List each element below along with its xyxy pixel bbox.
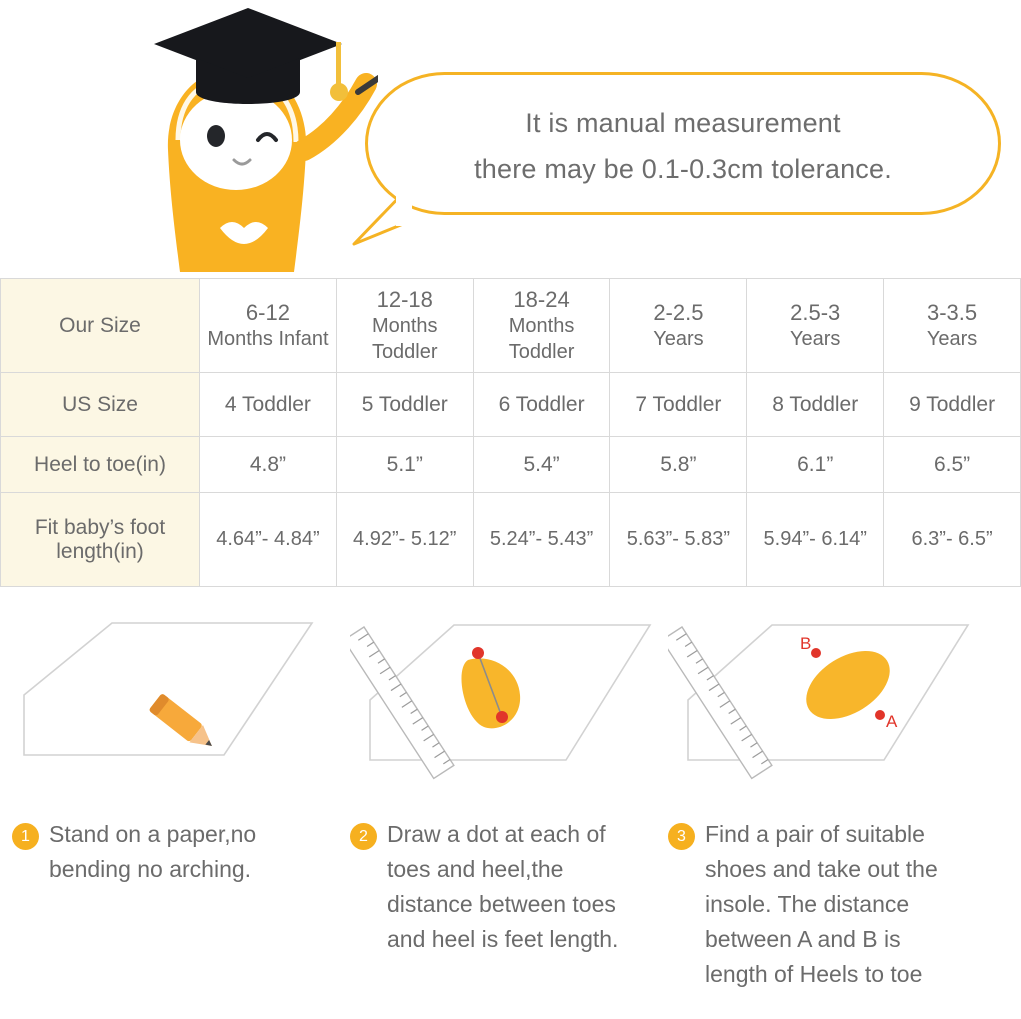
- measurement-notice: [365, 100, 1001, 192]
- size-chart-table: [0, 278, 1021, 587]
- step-1-text: Stand on a paper,no bending no arching.: [49, 821, 257, 882]
- table-cell: 5.4”: [473, 437, 610, 493]
- ruler-foot-dots-illustration-icon: [350, 605, 668, 795]
- speech-bubble-tail-icon: [352, 186, 412, 248]
- table-cell: 6.5”: [884, 437, 1021, 493]
- step-3-caption: [668, 817, 986, 992]
- table-cell: 6.3”- 6.5”: [884, 493, 1021, 587]
- table-row-our-size: [1, 279, 1021, 373]
- cell-age-unit: Years: [653, 327, 704, 350]
- step-3-badge: 3: [668, 823, 695, 850]
- step-3-text: Find a pair of suitable shoes and take out the insole. The distance between A and B is length of Heels to toe: [705, 821, 938, 987]
- row-label-us-size: US Size: [1, 373, 200, 437]
- step-1-caption: [12, 817, 330, 887]
- table-cell: 8 Toddler: [747, 373, 884, 437]
- paper-and-pencil-illustration-icon: [12, 605, 330, 795]
- cell-age-unit: Months Infant: [207, 327, 329, 350]
- table-cell: 5.94”- 6.14”: [747, 493, 884, 587]
- table-cell: [610, 279, 747, 373]
- cell-age-range: 2-2.5: [653, 299, 704, 325]
- table-row-fit-foot-length: [1, 493, 1021, 587]
- cell-age-range: 6-12: [245, 299, 290, 325]
- cell-age-range: 18-24: [513, 286, 570, 312]
- table-cell: 5.8”: [610, 437, 747, 493]
- ruler-insole-ab-illustration-icon: [668, 605, 986, 795]
- table-cell: 7 Toddler: [610, 373, 747, 437]
- cell-age-unit: Years: [926, 327, 978, 350]
- table-cell: 4.8”: [200, 437, 337, 493]
- header-illustration-area: [0, 0, 1021, 278]
- mascot-graduate-icon: [108, 0, 378, 278]
- table-cell: [747, 279, 884, 373]
- step-2-caption: [350, 817, 668, 957]
- notice-line-2: there may be 0.1-0.3cm tolerance.: [474, 154, 892, 184]
- table-cell: 9 Toddler: [884, 373, 1021, 437]
- row-label-our-size: Our Size: [1, 279, 200, 373]
- cell-age-range: 12-18: [376, 286, 433, 312]
- step-2-text: Draw a dot at each of toes and heel,the distance between toes and heel is feet length.: [387, 821, 619, 952]
- measure-steps: [0, 605, 1021, 987]
- cell-age-range: 3-3.5: [926, 299, 978, 325]
- step-2: [350, 605, 668, 957]
- step-2-badge: 2: [350, 823, 377, 850]
- step-3: [668, 605, 986, 992]
- table-cell: [336, 279, 473, 373]
- notice-line-1: It is manual measurement: [525, 108, 841, 138]
- marker-b-label: B: [800, 634, 812, 653]
- table-cell: 4.64”- 4.84”: [200, 493, 337, 587]
- table-row-heel-to-toe: [1, 437, 1021, 493]
- table-cell: 4 Toddler: [200, 373, 337, 437]
- marker-a-label: A: [886, 712, 898, 731]
- step-1: [12, 605, 330, 887]
- cell-age-unit: Months Toddler: [508, 314, 575, 363]
- table-cell: 5.1”: [336, 437, 473, 493]
- table-cell: 5.24”- 5.43”: [473, 493, 610, 587]
- table-cell: [200, 279, 337, 373]
- table-cell: [473, 279, 610, 373]
- step-1-badge: 1: [12, 823, 39, 850]
- row-label-heel-to-toe: Heel to toe(in): [1, 437, 200, 493]
- table-cell: [884, 279, 1021, 373]
- table-cell: 4.92”- 5.12”: [336, 493, 473, 587]
- table-cell: 6.1”: [747, 437, 884, 493]
- row-label-fit-foot-length: Fit baby’s foot length(in): [1, 493, 200, 587]
- cell-age-range: 2.5-3: [790, 299, 841, 325]
- table-cell: 5.63”- 5.83”: [610, 493, 747, 587]
- table-cell: 5 Toddler: [336, 373, 473, 437]
- cell-age-unit: Months Toddler: [371, 314, 438, 363]
- cell-age-unit: Years: [790, 327, 841, 350]
- table-cell: 6 Toddler: [473, 373, 610, 437]
- table-row-us-size: [1, 373, 1021, 437]
